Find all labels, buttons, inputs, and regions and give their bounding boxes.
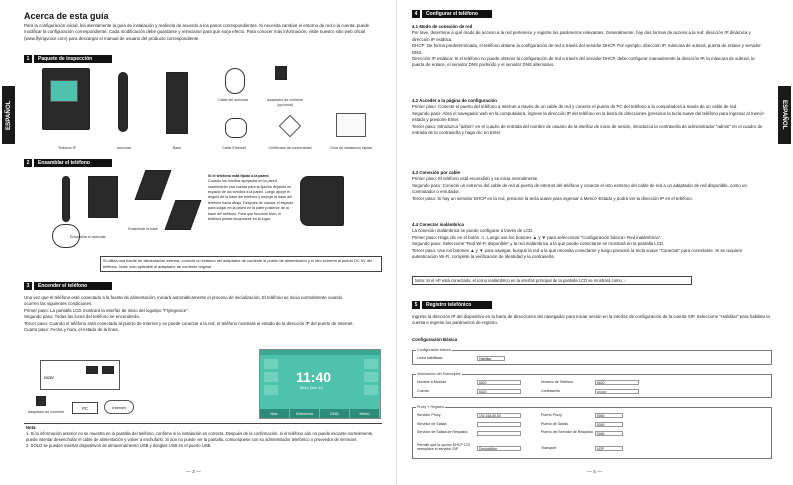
softkey-dnd[interactable]: DND [320, 409, 350, 418]
outbound-port-label: Puerto de Salida [541, 422, 568, 426]
item-label: Cable del auricular [218, 98, 248, 102]
line-tile [364, 359, 378, 369]
group-legend: Proxy Y Registro [417, 405, 444, 409]
display-name-label: Nombre a Mostrar [417, 380, 446, 384]
registration-text: Ingrese la dirección IP del dispositivo en la barra de direcciones del navegador para iniciar sesión en la interfaz de configuración de la cuenta SIP. Seleccione "Habilitar" para habilitar la cuenta e ingrese los parámetros de registro. [412, 314, 770, 326]
phone-back-panel [40, 360, 120, 390]
outbound-server-field[interactable] [477, 422, 521, 427]
softkey-history[interactable]: Hist. [260, 409, 290, 418]
lan-port [86, 366, 98, 374]
paragraph: Tercer paso: Introduzca "admin" en el cuadro de entrada del nombre de usuario de la interfaz de inicio de sesión, introduzca la contraseña de administrador "admin" en el cuadro de entrada de la contraseña y haga clic en Enter. [412, 123, 763, 135]
paragraph: Segundo paso: Abra el navegador web en la computadora, ingrese la dirección IP del teléfono en la barra de direcciones (presione la tecla suave del teléfono para ingresar al menú> estado y presione Enter. [412, 110, 765, 123]
certificate-image [279, 115, 302, 138]
phone-assembly-image [88, 176, 118, 218]
section-2-header [24, 159, 112, 167]
notes-title: Nota: [26, 425, 37, 430]
wall-mount-note [208, 174, 294, 222]
page-number: — 3 — [186, 470, 201, 475]
section-title: Encender el teléfono [34, 282, 112, 290]
power-on-intro: Una vez que el teléfono esté conectado a la fuente de alimentación, iniciará automáticamente el proceso de inicialización. El teléfono se inicia normalmente cuando ocurren las siguientes condiciones: [24, 295, 343, 307]
internet-cloud: Internet [104, 400, 134, 414]
dhcp-option-select[interactable]: Deshabilitar [477, 446, 521, 451]
power-on-text [24, 295, 358, 333]
note-item: 1. Si la información anterior no se muestra en la pantalla del teléfono, confirme si la instalación es correcta. Después de la confirmación, si el teléfono aún no puede iniciarse normalmente, puede intentar desenchufar el cable de alimentación y volver a enchufarlo. Si aún no puede ver la pantalla, comuníquese con su administrador telefónico o proveedor de servicios. [26, 431, 374, 443]
paragraph: Primer paso: Conecte el puerto del teléfono a Internet a través de un cable de red y conecte el puerto de PC del teléfono a la computadora a través de un cable de red. [412, 104, 738, 110]
outbound-server-label: Servidor de Salida [417, 422, 447, 426]
line-tile [364, 372, 378, 382]
pc-box: PC [72, 402, 98, 414]
section-title: Registro telefónico [422, 301, 492, 309]
wall-mount-image [300, 176, 344, 226]
wireless-section [412, 222, 767, 260]
adapter-image [36, 396, 46, 406]
power-on-step: Cuarto paso: Fecha y hora, el estado de la línea. [24, 326, 119, 332]
section-number: 1 [24, 55, 32, 63]
section-4-header [412, 10, 492, 18]
backup-port-label: Puerto del Servidor de Respaldo [541, 430, 593, 434]
ethernet-cable-image [225, 118, 247, 138]
subsection-title: 4.3 Conexión por cable [412, 170, 461, 175]
form-title: Configuración Básica [412, 337, 458, 342]
intro-text: Para la configuración inicial, lea atentamente la guía de instalación y realícela de acuerdo a los pasos correspondientes. Si necesita cambiar el entorno de red o la cuenta, puede modificar la configuración correspondiente. Cada modificación debe guardarse y reiniciarse para que surja efecto. Para conocer más información, visite nuestro sitio web oficial (www.flyingvoice.com) para descargar el manual de usuario del producto correspondiente. [24, 23, 370, 41]
line-tile [264, 372, 278, 382]
paragraph: Por lave, determine a qué modo de acceso a la red pertenece y registre los parámetros relevantes. Generalmente, hay dos formas de acceso a la red: dirección IP dinámica y dirección IP estática. [412, 30, 751, 42]
wired-section [412, 170, 767, 202]
item-label: Base [172, 146, 182, 150]
backup-port-field[interactable]: 5060 [595, 431, 623, 436]
account-label: Cuenta [417, 389, 429, 393]
password-field[interactable]: •••••••• [595, 389, 639, 394]
section-number: 2 [24, 159, 32, 167]
proxy-port-field[interactable]: 5060 [595, 413, 623, 418]
handset-cord-image [225, 68, 245, 94]
phone-number-field[interactable]: 6620 [595, 380, 639, 385]
wall-mount-title: Si el teléfono está fijado a la pared [208, 174, 269, 178]
config-page-section [412, 98, 767, 136]
line-tile [264, 359, 278, 369]
handset-assembly-image [62, 176, 70, 222]
power-on-step: Segundo paso: Todas las luces del teléfono se encenderán. [24, 314, 141, 320]
left-page [0, 0, 396, 485]
softkey-bar [260, 409, 380, 418]
wall-mount-body: Cuando los tornillos apoyados en la pared mantendrán una cuerda para la fijación dejando un espacio de los tornillos a la pared. Luego apoye el ángulo de la base del teléfono y empuje la base del teléfono hacia abajo. Después de colocar el espacio para colgar en la pared en la parte posterior de la base del teléfono. Para que funcione bien, el teléfono puede bloquearse en la lugar. [208, 179, 294, 221]
group-legend: Configuración básica [417, 348, 451, 352]
language-tab: ESPAÑOL [2, 86, 15, 144]
account-field[interactable]: 6620 [477, 389, 521, 394]
dhcp-option-label: Permitir que la opción DHCP 120 reemplace el servidor SIP [417, 443, 470, 452]
base-assembly-image-1 [135, 170, 172, 200]
power-on-step: Primer paso: La pantalla LCD mostrará la interfaz de inicio del logotipo "Flyingvoice". [24, 307, 189, 313]
line-tile [264, 385, 278, 395]
quick-guide-image [336, 113, 366, 137]
group-legend: Información del Subscriptor [417, 372, 461, 376]
wireless-note-text: Nota: Si el AP está conectado, el icono inalámbrico en la interfaz principal de la pantalla LCD se mostrará como [415, 278, 622, 283]
item-label: Adaptador de corriente (opcional) [266, 98, 304, 108]
section-3-header [24, 282, 112, 290]
status-bar [260, 350, 380, 355]
softkey-directory[interactable]: Directorio [290, 409, 320, 418]
subsection-title: 4.1 Modo de conexión de red [412, 24, 473, 29]
section-number: 5 [412, 301, 420, 309]
phone-number-label: Número de Teléfono [541, 380, 574, 384]
wan-port [102, 366, 114, 374]
item-label: Guía de instalación rápida [330, 146, 372, 150]
basic-settings-group [412, 350, 772, 365]
item-label: Auricular [116, 146, 132, 150]
section-title: Ensamblar el teléfono [34, 159, 112, 167]
language-tab: ESPAÑOL [778, 86, 791, 144]
transport-label: Transport [541, 446, 557, 450]
wifi-icon: ⌔ [623, 278, 627, 283]
display-name-field[interactable]: 6620 [477, 380, 521, 385]
proxy-server-label: Servidor Proxy [417, 413, 441, 417]
paragraph: Segundo paso: Seleccione "Red Wi-Fi disponible" y la red inalámbrica a la que puede conectarse se mostrará en la pantalla LCD. [412, 241, 665, 247]
item-label: Teléfono IP [58, 146, 76, 150]
proxy-server-field[interactable]: 192.168.80.50 [477, 413, 521, 418]
base-assembly-image-2 [165, 200, 202, 230]
right-page [397, 0, 793, 485]
subsection-title: 4.2 Acceder a la página de configuración [412, 98, 497, 103]
subscriber-group [412, 374, 772, 398]
outbound-port-field[interactable]: 5060 [595, 422, 623, 427]
section-title: Paquete de inspección [34, 55, 112, 63]
stand-image [166, 72, 188, 134]
paragraph: Tercer paso: Si hay un servidor DHCP en la red, presione la tecla suave para ingresar a Menú> Estado y podrá ver la dirección IP en el teléfono. [412, 195, 693, 201]
page-title: Acerca de esta guía [24, 11, 109, 21]
line-tile [364, 385, 378, 395]
power-adapter-image [275, 66, 287, 80]
page-number: — 4 — [587, 470, 602, 475]
paragraph: Primer paso: Haga clic en el botón ☺. Luego use los botones ▲ y ▼ para seleccionar "Configuración básica> Red inalámbrica". [412, 234, 662, 240]
proxy-registration-group [412, 407, 772, 459]
paragraph: Primer paso: El teléfono está encendido y se inicia normalmente. [412, 176, 539, 182]
base-assembly-label: Ensamblar la base [128, 227, 158, 231]
paragraph: Dirección IP estática: Si el teléfono no puede obtener la configuración de red a través del servidor DHCP, debe configurar manualmente la dirección IP, la máscara de subred, la puerta de enlace, el servidor DNS preferido y el servidor DNS alternativo. [412, 55, 755, 68]
password-label: Contraseña [541, 389, 560, 393]
dc-port-label: DC5V [44, 376, 54, 380]
backup-server-label: Servidor de Salida de Respaldo [417, 430, 468, 434]
backup-server-field[interactable] [477, 431, 521, 436]
softkey-menu[interactable]: Menú [350, 409, 380, 418]
paragraph: DHCP: De forma predeterminada, el teléfono obtiene la configuración de red a través del servidor DHCP. Por ejemplo: dirección IP, máscara de subred, puerta de enlace y servidor DNS. [412, 43, 761, 55]
clock-display: 11:40 [296, 369, 332, 385]
power-note-box: Si utiliza una fuente de alimentación externa, conecte un extremo del adaptador de corriente al puerto de alimentación y el otro extremo al puerto DC 5V del teléfono. Nota: solo aplicable al adaptador de corriente original [100, 256, 382, 272]
subsection-title: 4.4 Conectar inalámbrica [412, 222, 464, 227]
date-display: Mon, Dec 12 [300, 385, 323, 390]
section-title: Configurar el teléfono [422, 10, 492, 18]
paragraph: Tercer paso: Use los botones ▲ y ▼ para navegar, busque la red a la que necesita conectarse y luego presione la tecla suave "Conectar" para conectarse. Si se requiere autenticación Wi-Fi, complete la verificación de identidad y la contraseña. [412, 247, 743, 259]
power-on-step: Tercer paso: Cuando el teléfono está conectado al puerto de Internet y se puede conectar a la red, el teléfono mostrará el estado de la dirección IP del puerto de Internet. [24, 320, 354, 326]
notes-box [24, 423, 382, 465]
section-5-header [412, 301, 492, 309]
line-enabled-label: Línea habilitada [417, 356, 443, 360]
section-number: 3 [24, 282, 32, 290]
handset-assembly-label: Ensamblar el auricular [70, 235, 106, 239]
item-label: Certificado de conformidad [268, 146, 312, 150]
section-1-header [24, 55, 112, 63]
network-section [412, 24, 767, 69]
ip-phone-screen [50, 80, 78, 102]
paragraph: Segundo paso: Conecte un extremo del cable de red al puerto de Internet del teléfono y conecte el otro extremo del cable de red a un adaptador de red disponible, como un conmutador o enrutador. [412, 182, 747, 195]
handset-image [118, 72, 128, 132]
wireless-note-box [412, 276, 692, 285]
phone-lcd-screen [259, 349, 381, 419]
transport-select[interactable]: UDP [595, 446, 623, 451]
note-item: 2. SOLO se pueden insertar dispositivos de almacenamiento USB y dongles USB en el puerto USB. [26, 443, 212, 449]
section-number: 4 [412, 10, 420, 18]
paragraph: La conexión inalámbrica se puede configurar a través de LCD. [412, 228, 534, 234]
adapter-label: Adaptador de corriente [27, 410, 65, 414]
proxy-port-label: Puerto Proxy [541, 413, 562, 417]
item-label: Cable Ethernet [222, 146, 246, 150]
line-enabled-select[interactable]: Habilitar [477, 356, 505, 361]
